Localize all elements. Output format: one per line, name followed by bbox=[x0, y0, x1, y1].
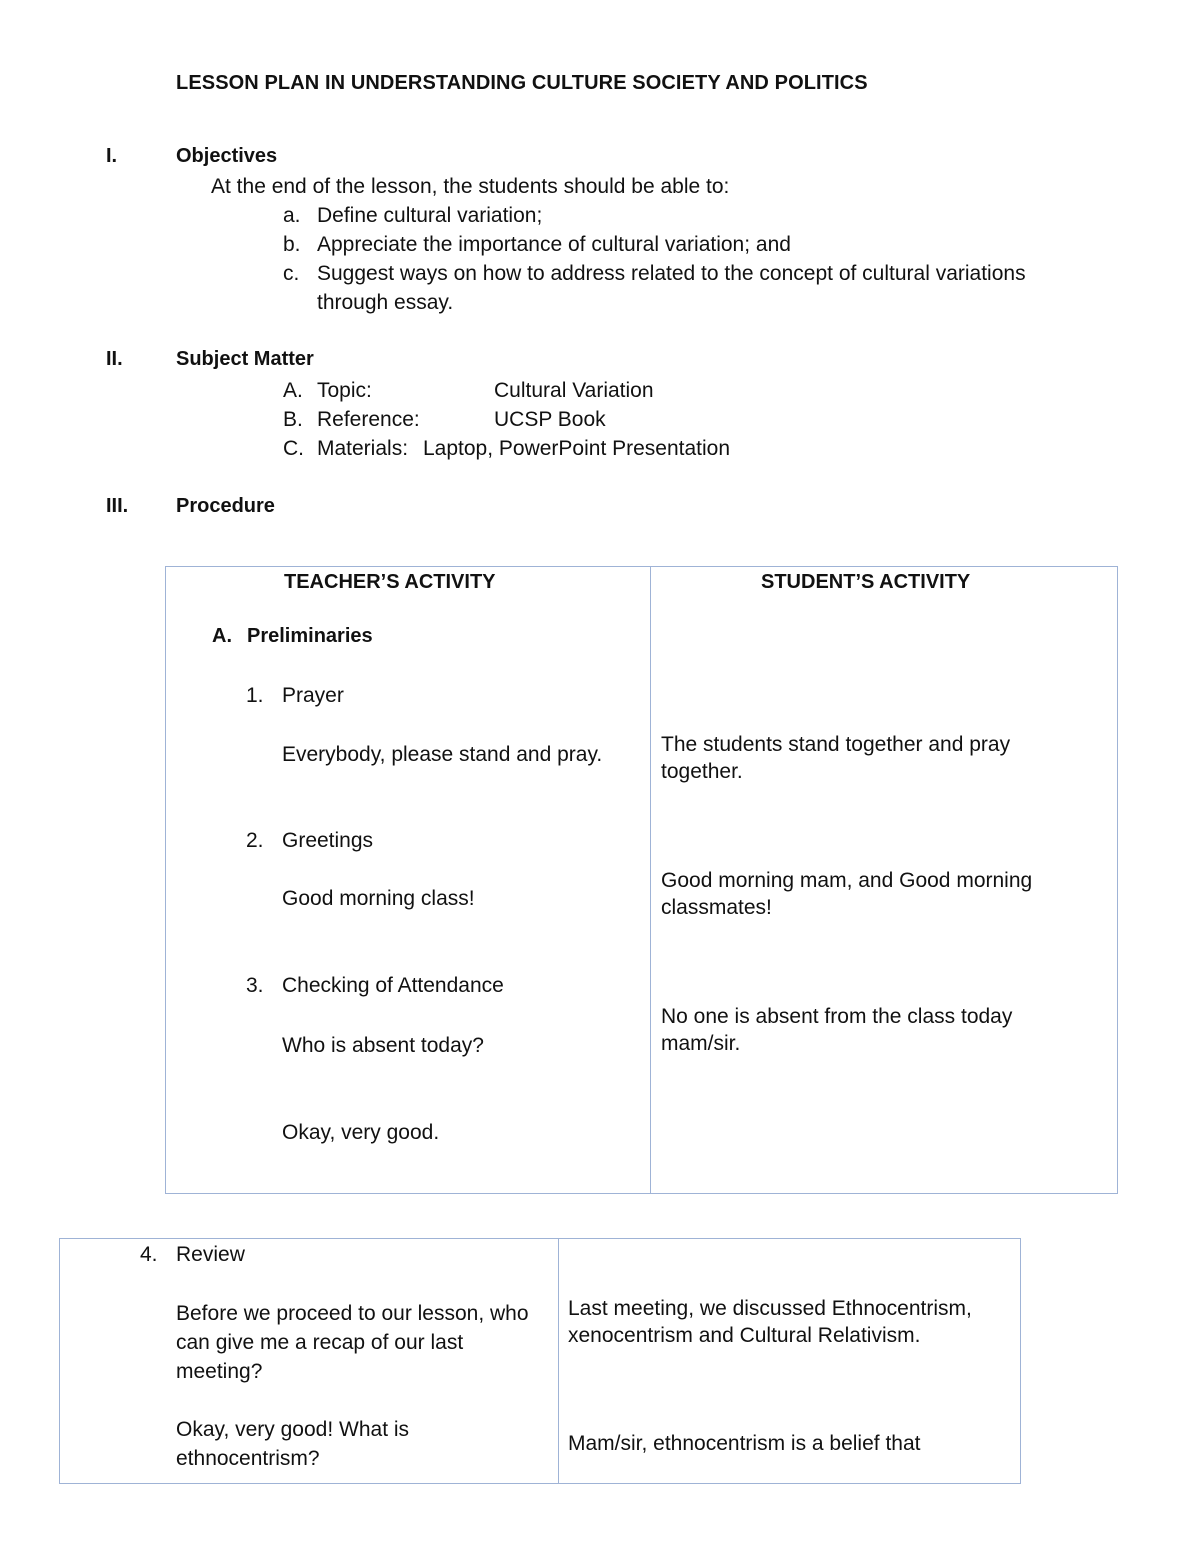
subject-marker: C. bbox=[283, 437, 304, 460]
student-line: Mam/sir, ethnocentrism is a belief that bbox=[568, 1432, 921, 1455]
preliminaries-marker: A. bbox=[212, 625, 232, 647]
objective-marker: c. bbox=[283, 262, 300, 285]
step-number: 4. bbox=[140, 1243, 158, 1266]
student-line: Good morning mam, and Good morning classmates! bbox=[661, 869, 1033, 919]
objective-marker: a. bbox=[283, 204, 301, 227]
student-activity-header: STUDENT’S ACTIVITY bbox=[761, 571, 971, 593]
teacher-activity-header: TEACHER’S ACTIVITY bbox=[284, 571, 496, 593]
review-table bbox=[59, 1238, 1021, 1484]
subject-label: Topic: bbox=[317, 379, 372, 402]
step-title: Greetings bbox=[282, 829, 374, 852]
subject-label: Reference: bbox=[317, 408, 420, 431]
student-line: No one is absent from the class today mam/sir. bbox=[661, 1005, 1013, 1055]
section-procedure-number: III. bbox=[106, 495, 129, 517]
step-title: Prayer bbox=[282, 684, 344, 707]
subject-value: UCSP Book bbox=[494, 408, 606, 431]
student-line: Last meeting, we discussed Ethnocentrism, xenocentrism and Cultural Relativism. bbox=[568, 1297, 972, 1347]
step-number: 3. bbox=[246, 974, 264, 997]
section-procedure-heading: Procedure bbox=[176, 495, 275, 517]
step-number: 1. bbox=[246, 684, 264, 707]
subject-value: Cultural Variation bbox=[494, 379, 654, 402]
student-line: The students stand together and pray together. bbox=[661, 733, 1011, 783]
section-subject-matter-number: II. bbox=[106, 348, 123, 370]
teacher-line: Good morning class! bbox=[282, 887, 475, 910]
objective-item: Appreciate the importance of cultural variation; and bbox=[317, 233, 791, 256]
objective-item: Define cultural variation; bbox=[317, 204, 543, 227]
subject-marker: A. bbox=[283, 379, 303, 402]
section-subject-matter-heading: Subject Matter bbox=[176, 348, 314, 370]
objective-marker: b. bbox=[283, 233, 301, 256]
teacher-line: Okay, very good. bbox=[282, 1121, 440, 1144]
step-title: Checking of Attendance bbox=[282, 974, 504, 997]
objectives-intro: At the end of the lesson, the students should be able to: bbox=[211, 175, 730, 198]
section-objectives-heading: Objectives bbox=[176, 145, 278, 167]
step-number: 2. bbox=[246, 829, 264, 852]
table-divider bbox=[650, 567, 651, 1193]
procedure-table bbox=[165, 566, 1118, 1194]
step-title: Review bbox=[176, 1243, 245, 1266]
page-title: LESSON PLAN IN UNDERSTANDING CULTURE SOCIETY AND POLITICS bbox=[176, 72, 868, 94]
teacher-line: Who is absent today? bbox=[282, 1034, 484, 1057]
teacher-line: Everybody, please stand and pray. bbox=[282, 743, 603, 766]
subject-label: Materials: bbox=[317, 437, 409, 460]
objective-item-continued: through essay. bbox=[317, 291, 454, 314]
table-divider bbox=[558, 1239, 559, 1483]
objective-item: Suggest ways on how to address related to the concept of cultural variations bbox=[317, 262, 1026, 285]
preliminaries-heading: Preliminaries bbox=[247, 625, 373, 647]
teacher-line: Okay, very good! What is ethnocentrism? bbox=[176, 1418, 410, 1470]
section-objectives-number: I. bbox=[106, 145, 118, 167]
subject-marker: B. bbox=[283, 408, 303, 431]
teacher-line: Before we proceed to our lesson, who can give me a recap of our last meeting? bbox=[176, 1302, 529, 1383]
subject-value: Laptop, PowerPoint Presentation bbox=[423, 437, 731, 460]
